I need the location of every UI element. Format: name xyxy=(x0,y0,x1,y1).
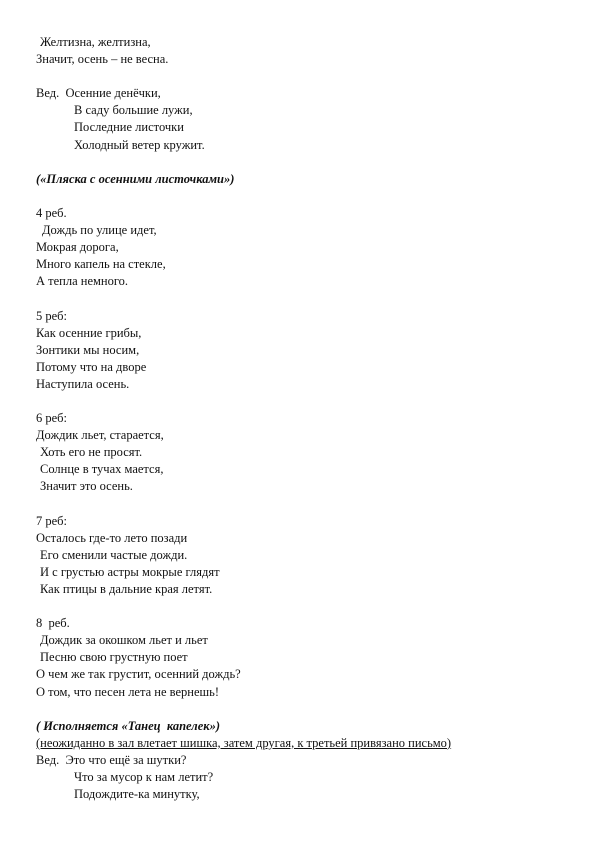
text-line: И с грустью астры мокрые глядят xyxy=(40,564,220,579)
text-line: Желтизна, желтизна, xyxy=(40,35,151,49)
blank-line xyxy=(36,393,576,410)
text-line: Хоть его не просят. xyxy=(40,445,143,460)
text-line: Наступила осень. xyxy=(36,376,130,391)
speaker-line: Вед. Осенние денёчки, xyxy=(36,86,161,101)
text-line: Что за мусор к нам летит? xyxy=(74,770,214,785)
blank-line xyxy=(36,68,576,85)
text-line: Подождите-ка минутку, xyxy=(74,787,200,802)
text-line: Как птицы в дальние края летят. xyxy=(40,582,213,596)
script-text xyxy=(36,34,576,803)
text-line: Много капель на стекле, xyxy=(36,257,166,272)
speaker-line: 5 реб: xyxy=(36,308,68,323)
speaker-line: 8 реб. xyxy=(36,616,70,631)
stage-note: (неожиданно в зал влетает шишка, затем другая, к третьей привязано письмо) xyxy=(36,735,452,750)
blank-line xyxy=(36,290,576,307)
text-line: Холодный ветер кружит. xyxy=(74,137,205,152)
text-line: Значит, осень – не весна. xyxy=(36,52,169,67)
text-line: Его сменили частые дожди. xyxy=(40,547,188,562)
text-line: Мокрая дорога, xyxy=(36,240,119,255)
blank-line xyxy=(36,496,576,513)
stage-direction: ( Исполняется «Танец капелек») xyxy=(36,718,221,733)
blank-line xyxy=(36,598,576,615)
speaker-line: 4 реб. xyxy=(36,205,67,220)
speaker-line: 6 реб: xyxy=(36,411,68,426)
stage-direction: («Пляска с осенними листочками») xyxy=(36,171,235,186)
text-line: О чем же так грустит, осенний дождь? xyxy=(36,667,241,682)
text-line: А тепла немного. xyxy=(36,274,129,289)
text-line: Дождик льет, старается, xyxy=(36,428,164,443)
text-line: Дождик за окошком льет и льет xyxy=(40,633,208,648)
text-line: Потому что на дворе xyxy=(36,359,147,374)
blank-line xyxy=(36,154,576,171)
text-line: Как осенние грибы, xyxy=(36,325,142,340)
text-line: Осталось где-то лето позади xyxy=(36,530,188,545)
speaker-line: 7 реб: xyxy=(36,513,68,528)
text-line: О том, что песен лета не вернешь! xyxy=(36,684,219,699)
text-line: Солнце в тучах мается, xyxy=(40,462,164,477)
blank-line xyxy=(36,188,576,205)
text-line: Зонтики мы носим, xyxy=(36,342,140,357)
text-line: Последние листочки xyxy=(74,120,184,135)
text-line: В саду большие лужи, xyxy=(74,103,193,118)
text-line: Песню свою грустную поет xyxy=(40,650,188,665)
blank-line xyxy=(36,701,576,718)
speaker-line: Вед. Это что ещё за шутки? xyxy=(36,752,187,767)
text-line: Дождь по улице идет, xyxy=(42,223,157,238)
text-line: Значит это осень. xyxy=(40,479,133,494)
